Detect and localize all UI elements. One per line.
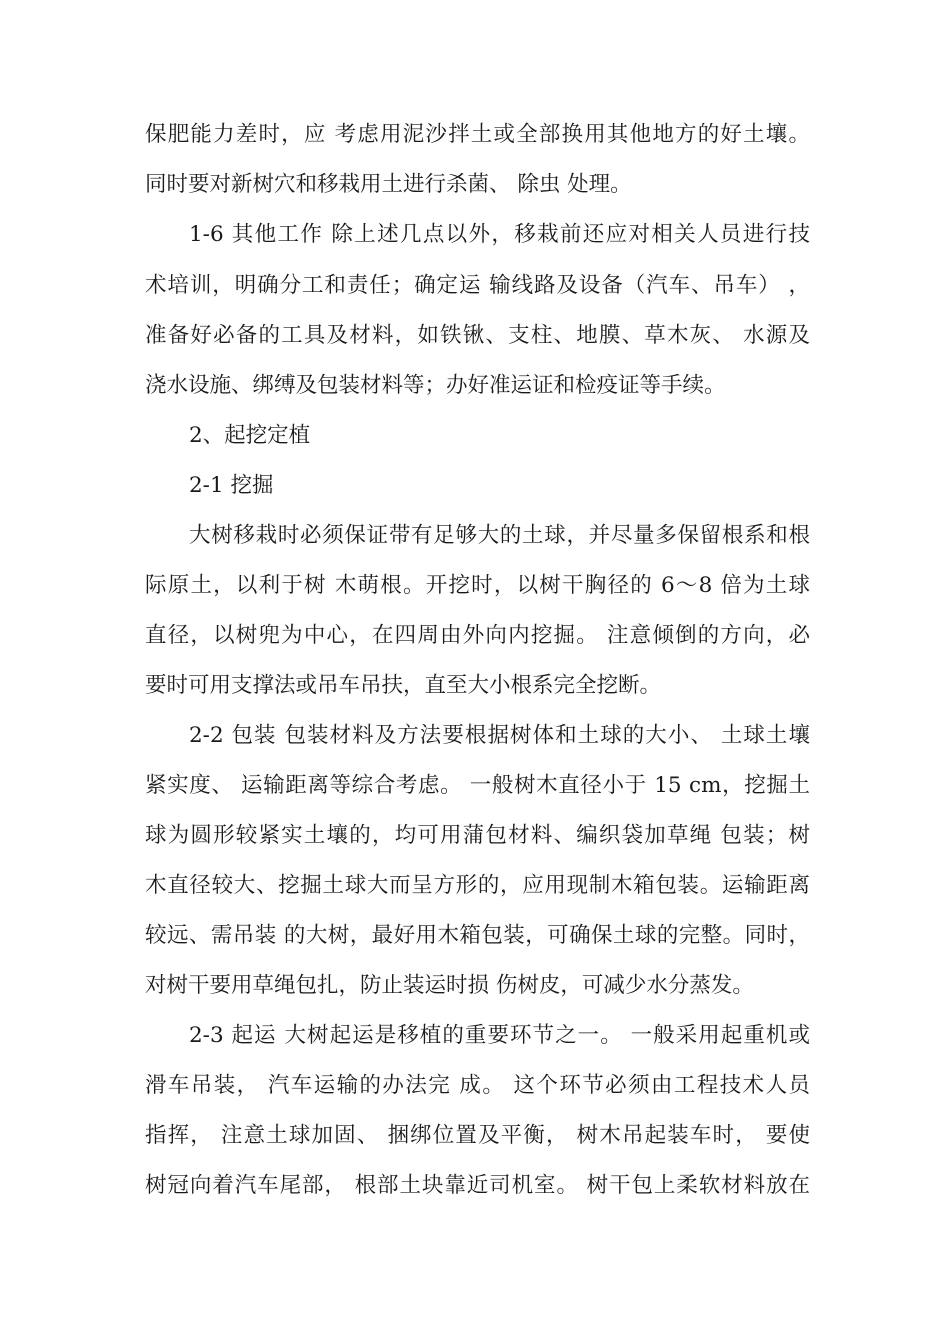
text-line: 木直径较大、挖掘土球大而呈方形的，应用现制木箱包装。运输距离: [145, 873, 810, 898]
text-line: 直径，以树兜为中心，在四周由外向内挖掘。 注意倾倒的方向，必: [145, 623, 810, 648]
text-line: 较远、需吊装 的大树，最好用木箱包装，可确保土球的完整。同时，: [145, 923, 810, 948]
section-heading: 2、起挖定植: [189, 423, 311, 448]
text-line: 对树干要用草绳包扎，防止装运时损 伤树皮，可减少水分蒸发。: [145, 973, 754, 998]
text-line: 2-2 包装 包装材料及方法要根据树体和土球的大小、 土球土壤: [189, 723, 810, 748]
text-line: 际原土，以利于树 木萌根。开挖时，以树干胸径的 6～8 倍为土球: [145, 573, 810, 598]
text-line: 球为圆形较紧实土壤的，均可用蒲包材料、编织袋加草绳 包装；树: [145, 823, 810, 848]
text-line: 大树移栽时必须保证带有足够大的土球，并尽量多保留根系和根: [189, 523, 810, 548]
text-line: 指挥， 注意土球加固、 捆绑位置及平衡， 树木吊起装车时， 要使: [145, 1123, 810, 1148]
text-line: 1-6 其他工作 除上述几点以外，移栽前还应对相关人员进行技: [189, 222, 810, 247]
text-line: 保肥能力差时，应 考虑用泥沙拌土或全部换用其他地方的好土壤。: [145, 122, 810, 147]
text-line: 紧实度、 运输距离等综合考虑。 一般树木直径小于 15 cm，挖掘土: [145, 773, 810, 798]
text-line: 要时可用支撑法或吊车吊扶，直至大小根系完全挖断。: [145, 673, 662, 698]
text-line: 浇水设施、绑缚及包装材料等；办好准运证和检疫证等手续。: [145, 373, 726, 398]
subsection-heading: 2-1 挖掘: [189, 473, 274, 498]
text-line: 滑车吊装， 汽车运输的办法完 成。 这个环节必须由工程技术人员: [145, 1073, 810, 1098]
text-line: 术培训，明确分工和责任；确定运 输线路及设备（汽车、吊车） ，: [145, 273, 810, 298]
text-line: 树冠向着汽车尾部， 根部土块靠近司机室。 树干包上柔软材料放在: [145, 1173, 810, 1198]
text-line: 准备好必备的工具及材料，如铁锹、支柱、地膜、草木灰、 水源及: [145, 323, 810, 348]
text-line: 同时要对新树穴和移栽用土进行杀菌、 除虫 处理。: [145, 172, 632, 197]
text-line: 2-3 起运 大树起运是移植的重要环节之一。 一般采用起重机或: [189, 1023, 810, 1048]
